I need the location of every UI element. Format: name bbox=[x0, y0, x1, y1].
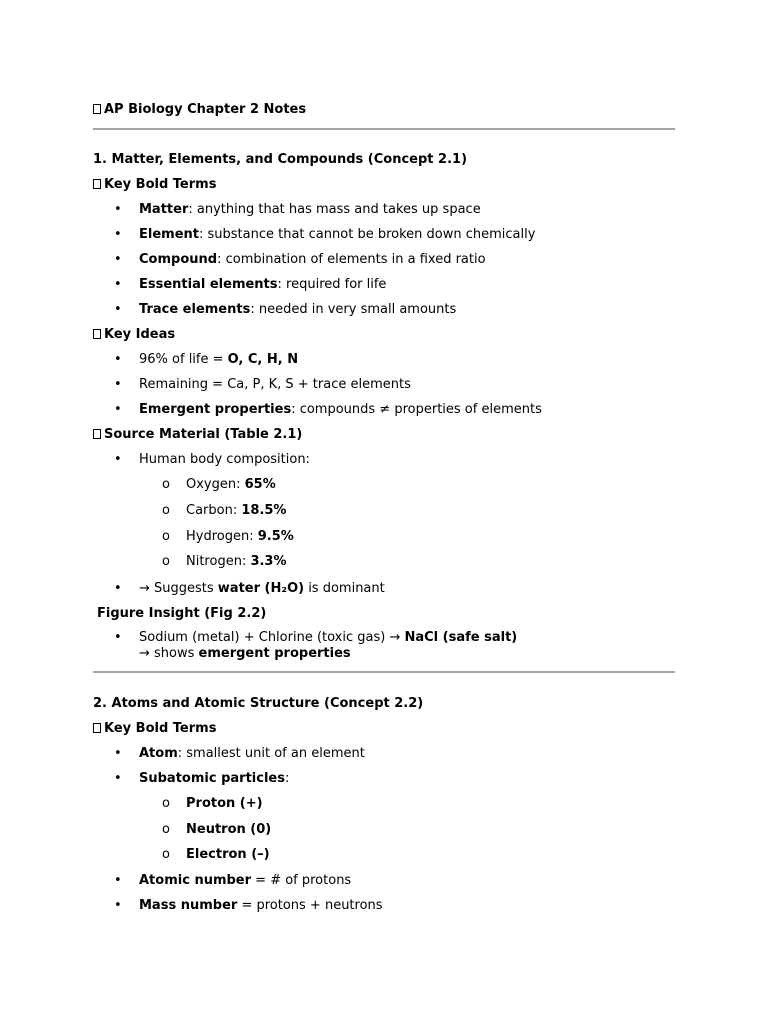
text: Sodium (metal) + Chlorine (toxic gas) → bbox=[139, 630, 405, 645]
checkbox-icon bbox=[93, 104, 101, 114]
list-item bbox=[139, 898, 383, 914]
checkbox-icon bbox=[93, 723, 101, 733]
list-item bbox=[139, 402, 542, 418]
checkbox-icon bbox=[93, 429, 101, 439]
sub-bullet-icon: o bbox=[162, 847, 170, 862]
list-item: Human body composition: bbox=[139, 452, 310, 467]
definition: : substance that cannot be broken down chemically bbox=[199, 227, 536, 242]
definition: : smallest unit of an element bbox=[177, 746, 365, 761]
list-item bbox=[139, 352, 298, 368]
sub-bullet-icon: o bbox=[162, 554, 170, 569]
definition: = # of protons bbox=[251, 873, 352, 888]
sub-bullet-icon: o bbox=[162, 477, 170, 492]
colon: : bbox=[284, 771, 290, 786]
list-item bbox=[139, 771, 289, 787]
bullet-icon: • bbox=[114, 402, 122, 417]
term: Mass number bbox=[139, 898, 238, 913]
term: Essential elements bbox=[139, 277, 278, 292]
heading-text: Key Ideas bbox=[104, 327, 176, 342]
composition-item bbox=[186, 529, 294, 545]
list-item-continuation bbox=[139, 646, 351, 662]
heading-text: Key Bold Terms bbox=[104, 177, 217, 192]
list-item bbox=[139, 202, 481, 218]
section-2-heading: 2. Atoms and Atomic Structure (Concept 2.2) bbox=[93, 696, 424, 711]
term: Atom bbox=[139, 746, 178, 761]
bullet-icon: • bbox=[114, 898, 122, 913]
bullet-icon: • bbox=[114, 771, 122, 786]
bullet-icon: • bbox=[114, 227, 122, 242]
element-value: 18.5% bbox=[241, 503, 287, 518]
bullet-icon: • bbox=[114, 377, 122, 392]
particle-item: Electron (–) bbox=[186, 847, 270, 862]
term: Element bbox=[139, 227, 199, 242]
heading-text: Key Bold Terms bbox=[104, 721, 217, 736]
term: Atomic number bbox=[139, 873, 252, 888]
bullet-icon: • bbox=[114, 630, 122, 645]
particle-item: Proton (+) bbox=[186, 796, 263, 811]
element-value: 65% bbox=[244, 477, 276, 492]
definition: : needed in very small amounts bbox=[250, 302, 457, 317]
element-label: Hydrogen: bbox=[186, 529, 258, 544]
figure-insight-heading: Figure Insight (Fig 2.2) bbox=[97, 606, 267, 621]
sub-bullet-icon: o bbox=[162, 503, 170, 518]
term: Subatomic particles bbox=[139, 771, 285, 786]
list-item: Remaining = Ca, P, K, S + trace elements bbox=[139, 377, 411, 392]
bullet-icon: • bbox=[114, 873, 122, 888]
bullet-icon: • bbox=[114, 746, 122, 761]
element-label: Nitrogen: bbox=[186, 554, 251, 569]
bullet-icon: • bbox=[114, 352, 122, 367]
list-item bbox=[139, 277, 386, 293]
definition: : compounds ≠ properties of elements bbox=[291, 402, 542, 417]
list-item bbox=[139, 746, 365, 762]
bullet-icon: • bbox=[114, 277, 122, 292]
list-item bbox=[139, 302, 456, 318]
list-item bbox=[139, 581, 385, 597]
bullet-icon: • bbox=[114, 581, 122, 596]
section-1-heading: 1. Matter, Elements, and Compounds (Concept 2.1) bbox=[93, 152, 468, 167]
text: is dominant bbox=[304, 581, 385, 596]
section-2-key-terms-heading bbox=[93, 721, 216, 737]
term: Compound bbox=[139, 252, 218, 267]
element-label: Carbon: bbox=[186, 503, 242, 518]
source-material-heading bbox=[93, 427, 302, 443]
composition-item bbox=[186, 477, 276, 493]
bold-text: emergent properties bbox=[198, 646, 351, 661]
element-label: Oxygen: bbox=[186, 477, 245, 492]
sub-bullet-icon: o bbox=[162, 796, 170, 811]
divider bbox=[93, 128, 675, 130]
list-item bbox=[139, 227, 535, 243]
bullet-icon: • bbox=[114, 452, 122, 467]
bullet-icon: • bbox=[114, 302, 122, 317]
text: → shows bbox=[139, 646, 199, 661]
composition-item bbox=[186, 554, 287, 570]
bold-text: water (H₂O) bbox=[217, 581, 305, 596]
bullet-icon: • bbox=[114, 202, 122, 217]
section-1-key-terms-heading bbox=[93, 177, 216, 193]
title-text: AP Biology Chapter 2 Notes bbox=[104, 102, 307, 117]
key-ideas-heading bbox=[93, 327, 175, 343]
document-title bbox=[93, 102, 306, 118]
sub-bullet-icon: o bbox=[162, 822, 170, 837]
term: Matter bbox=[139, 202, 189, 217]
term: Trace elements bbox=[139, 302, 251, 317]
bold-text: NaCl (safe salt) bbox=[404, 630, 518, 645]
definition: : anything that has mass and takes up space bbox=[188, 202, 481, 217]
text: → Suggests bbox=[139, 581, 218, 596]
definition: : combination of elements in a fixed ratio bbox=[217, 252, 486, 267]
list-item bbox=[139, 630, 517, 646]
sub-bullet-icon: o bbox=[162, 529, 170, 544]
element-value: 3.3% bbox=[250, 554, 287, 569]
heading-text: Source Material (Table 2.1) bbox=[104, 427, 303, 442]
element-value: 9.5% bbox=[257, 529, 294, 544]
list-item bbox=[139, 252, 486, 268]
particle-item: Neutron (0) bbox=[186, 822, 272, 837]
term: Emergent properties bbox=[139, 402, 292, 417]
checkbox-icon bbox=[93, 329, 101, 339]
checkbox-icon bbox=[93, 179, 101, 189]
divider bbox=[93, 671, 675, 673]
definition: : required for life bbox=[277, 277, 387, 292]
bullet-icon: • bbox=[114, 252, 122, 267]
idea-text: 96% of life = bbox=[139, 352, 228, 367]
idea-bold: O, C, H, N bbox=[227, 352, 299, 367]
definition: = protons + neutrons bbox=[237, 898, 383, 913]
composition-item bbox=[186, 503, 286, 519]
list-item bbox=[139, 873, 351, 889]
